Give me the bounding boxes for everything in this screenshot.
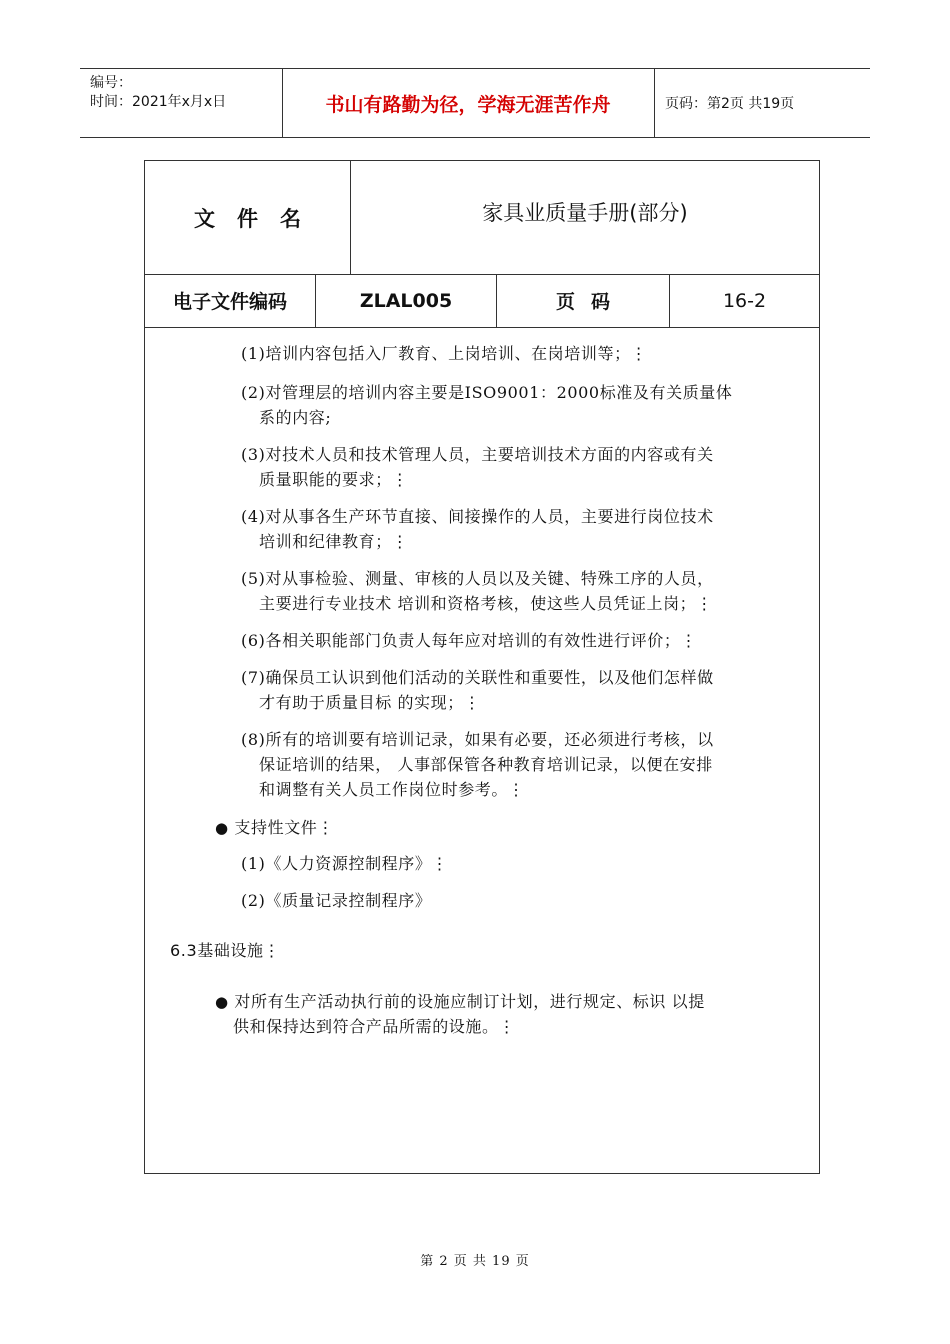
item-8-line-1: (8)所有的培训要有培训记录，如果有必要，还必须进行考核，以 — [241, 730, 714, 749]
item-4-line-1: (4)对从事各生产环节直接、间接操作的人员，主要进行岗位技术 — [241, 507, 714, 526]
item-8-line-2: 保证培训的结果， 人事部保管各种教育培训记录，以便在安排 — [259, 755, 713, 774]
code-label: 电子文件编码 — [145, 274, 316, 327]
item-5-line-2: 主要进行专业技术 培训和资格考核，使这些人员凭证上岗；⋮ — [259, 594, 713, 613]
form-row-code — [145, 274, 819, 328]
form-row-title — [145, 161, 819, 275]
header-meta — [80, 69, 283, 137]
doc-title: 家具业质量手册(部分) — [482, 201, 688, 225]
header-motto-cell — [282, 69, 655, 137]
support-doc-2: (2)《质量记录控制程序》 — [241, 891, 432, 910]
facility-line-1: 对所有生产活动执行前的设施应制订计划，进行规定、标识 以提 — [234, 992, 705, 1011]
page-label-cell — [497, 274, 670, 327]
item-1-line-1: (1)培训内容包括入厂教育、上岗培训、在岗培训等；⋮ — [241, 344, 648, 363]
item-3-line-2: 质量职能的要求；⋮ — [259, 470, 409, 489]
support-doc-1: (1)《人力资源控制程序》⋮ — [241, 854, 449, 873]
item-6-line-1: (6)各相关职能部门负责人每年应对培训的有效性进行评价；⋮ — [241, 631, 698, 650]
item-7-line-1: (7)确保员工认识到他们活动的关联性和重要性，以及他们怎样做 — [241, 668, 714, 687]
number-label: 编号： — [90, 75, 132, 91]
facility-row — [215, 989, 705, 1012]
support-files-row — [215, 815, 334, 838]
item-8-line-3: 和调整有关人员工作岗位时参考。⋮ — [259, 780, 525, 799]
code-value: ZLAL005 — [316, 274, 497, 327]
doc-name-label-cell — [145, 161, 351, 274]
document-form — [144, 160, 820, 1174]
item-4-line-2: 培训和纪律教育；⋮ — [259, 532, 409, 551]
page-footer: 第 2 页 共 19 页 — [420, 1254, 530, 1269]
item-5-line-1: (5)对从事检验、测量、审核的人员以及关键、特殊工序的人员， — [241, 569, 714, 588]
page-value: 16-2 — [722, 289, 767, 312]
facility-line-2: 供和保持达到符合产品所需的设施。⋮ — [233, 1017, 516, 1036]
header-motto: 书山有路勤为径，学海无涯苦作舟 — [325, 93, 611, 116]
bullet-icon: ● — [215, 993, 229, 1011]
page-header — [80, 68, 870, 138]
header-page-cell — [655, 69, 870, 137]
page-label: 页码 — [555, 291, 626, 313]
doc-title-cell — [351, 161, 819, 274]
bullet-icon: ● — [215, 819, 229, 837]
item-7-line-2: 才有助于质量目标 的实现；⋮ — [259, 693, 481, 712]
item-2-line-2: 系的内容; — [259, 408, 332, 427]
header-page-info: 页码：第2页 共19页 — [665, 96, 795, 112]
time-label: 时间：2021年x月x日 — [90, 94, 227, 110]
item-2-line-1: (2)对管理层的培训内容主要是ISO9001：2000标准及有关质量体 — [241, 383, 733, 402]
item-3-line-1: (3)对技术人员和技术管理人员，主要培训技术方面的内容或有关 — [241, 445, 714, 464]
section-heading: 6.3基础设施⋮ — [170, 941, 281, 960]
support-heading: 支持性文件⋮ — [234, 818, 334, 837]
doc-name-label: 文件名 — [194, 206, 323, 231]
